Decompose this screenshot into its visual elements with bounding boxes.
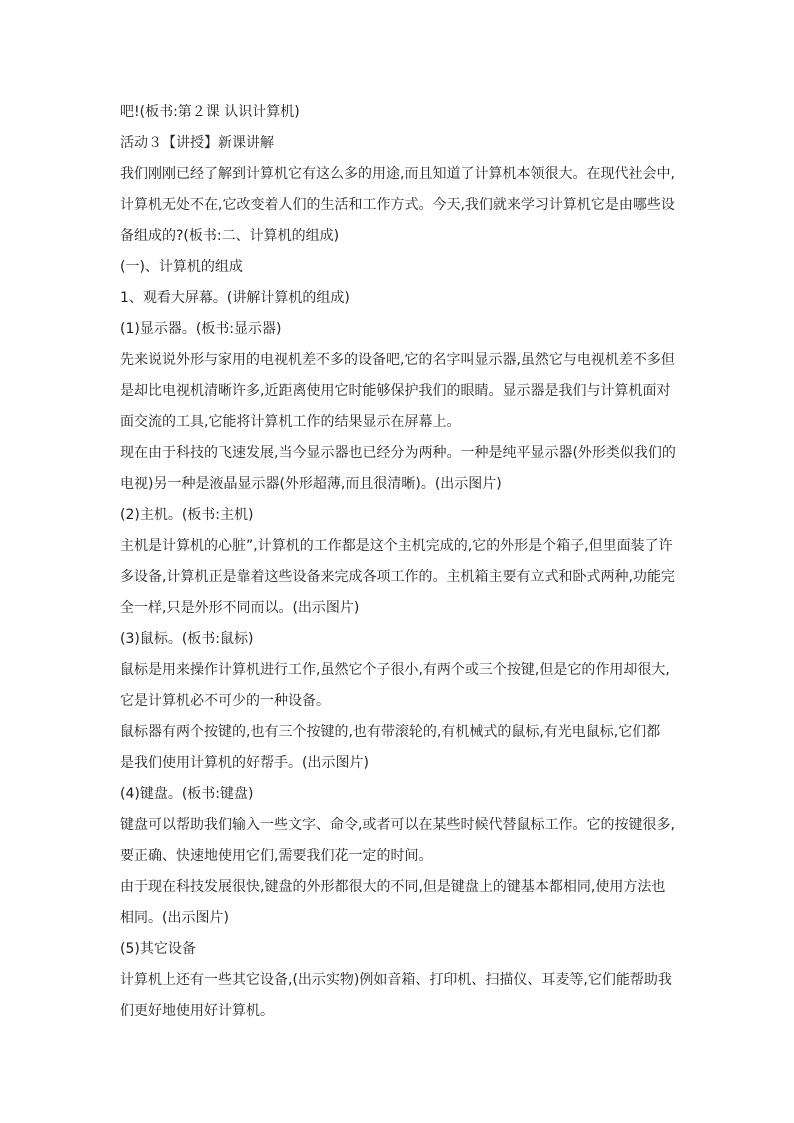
text-line-paragraph: 现在由于科技的飞速发展,当今显示器也已经分为两种。一种是纯平显示器(外形类似我们的 bbox=[120, 445, 676, 461]
text-line-item-heading-other: (5)其它设备 bbox=[120, 941, 196, 957]
text-line-paragraph: 计算机上还有一些其它设备,(出示实物)例如音箱、打印机、扫描仪、耳麦等,它们能帮助我 bbox=[120, 972, 672, 988]
text-line-paragraph: 主机是计算机的心脏”,计算机的工作都是这个主机完成的,它的外形是个箱子,但里面装了许 bbox=[120, 538, 673, 554]
text-line-paragraph: 由于现在科技发展很快,键盘的外形都很大的不同,但是键盘上的键基本都相同,使用方法也 bbox=[120, 879, 666, 895]
text-line-paragraph: 是我们使用计算机的好帮手。(出示图片) bbox=[120, 755, 369, 771]
text-line-paragraph: 是却比电视机清晰许多,近距离使用它时能够保护我们的眼睛。显示器是我们与计算机面对 bbox=[120, 383, 671, 399]
document-body bbox=[120, 97, 682, 1027]
text-line-section-heading: (一)、计算机的组成 bbox=[120, 259, 243, 275]
text-line-item-heading-host: (2)主机。(板书:主机) bbox=[120, 507, 254, 523]
text-line-paragraph: 们更好地使用好计算机。 bbox=[120, 1003, 274, 1019]
text-line-activity-heading: 活动３【讲授】新课讲解 bbox=[120, 135, 274, 151]
text-line-paragraph: 面交流的工具,它能将计算机工作的结果显示在屏幕上。 bbox=[120, 414, 461, 430]
text-line-paragraph: 鼠标器有两个按键的,也有三个按键的,也有带滚轮的,有机械式的鼠标,有光电鼠标,它们都 bbox=[120, 724, 661, 740]
text-line-paragraph: 我们刚刚已经了解到计算机它有这么多的用途,而且知道了计算机本领很大。在现代社会中, bbox=[120, 166, 675, 182]
text-line-paragraph: 计算机无处不在,它改变着人们的生活和工作方式。今天,我们就来学习计算机它是由哪些设 bbox=[120, 197, 675, 213]
text-line-paragraph: 键盘可以帮助我们输入一些文字、命令,或者可以在某些时候代替鼠标工作。它的按键很多, bbox=[120, 817, 675, 833]
text-line-item-heading-mouse: (3)鼠标。(板书:鼠标) bbox=[120, 631, 254, 647]
text-line-subheading: 1、观看大屏幕。(讲解计算机的组成) bbox=[120, 290, 350, 306]
text-line-paragraph: 相同。(出示图片) bbox=[120, 910, 229, 926]
text-line-item-heading-keyboard: (4)键盘。(板书:键盘) bbox=[120, 786, 254, 802]
text-line-paragraph: 鼠标是用来操作计算机进行工作,虽然它个子很小,有两个或三个按键,但是它的作用却很大, bbox=[120, 662, 670, 678]
text-line-paragraph: 先来说说外形与家用的电视机差不多的设备吧,它的名字叫显示器,虽然它与电视机差不多但 bbox=[120, 352, 675, 368]
text-line-paragraph: 电视)另一种是液晶显示器(外形超薄,而且很清晰)。(出示图片) bbox=[120, 476, 502, 492]
text-line-paragraph: 要正确、快速地使用它们,需要我们花一定的时间。 bbox=[120, 848, 433, 864]
text-line-paragraph: 多设备,计算机正是靠着这些设备来完成各项工作的。主机箱主要有立式和卧式两种,功能完 bbox=[120, 569, 675, 585]
text-line-board-title: 吧!(板书:第２课 认识计算机) bbox=[120, 104, 300, 120]
text-line-paragraph: 全一样,只是外形不同而以。(出示图片) bbox=[120, 600, 360, 616]
text-line-paragraph: 它是计算机必不可少的一种设备。 bbox=[120, 693, 330, 709]
text-line-item-heading-monitor: (1)显示器。(板书:显示器) bbox=[120, 321, 282, 337]
text-line-paragraph: 备组成的?(板书:二、计算机的组成) bbox=[120, 228, 340, 244]
